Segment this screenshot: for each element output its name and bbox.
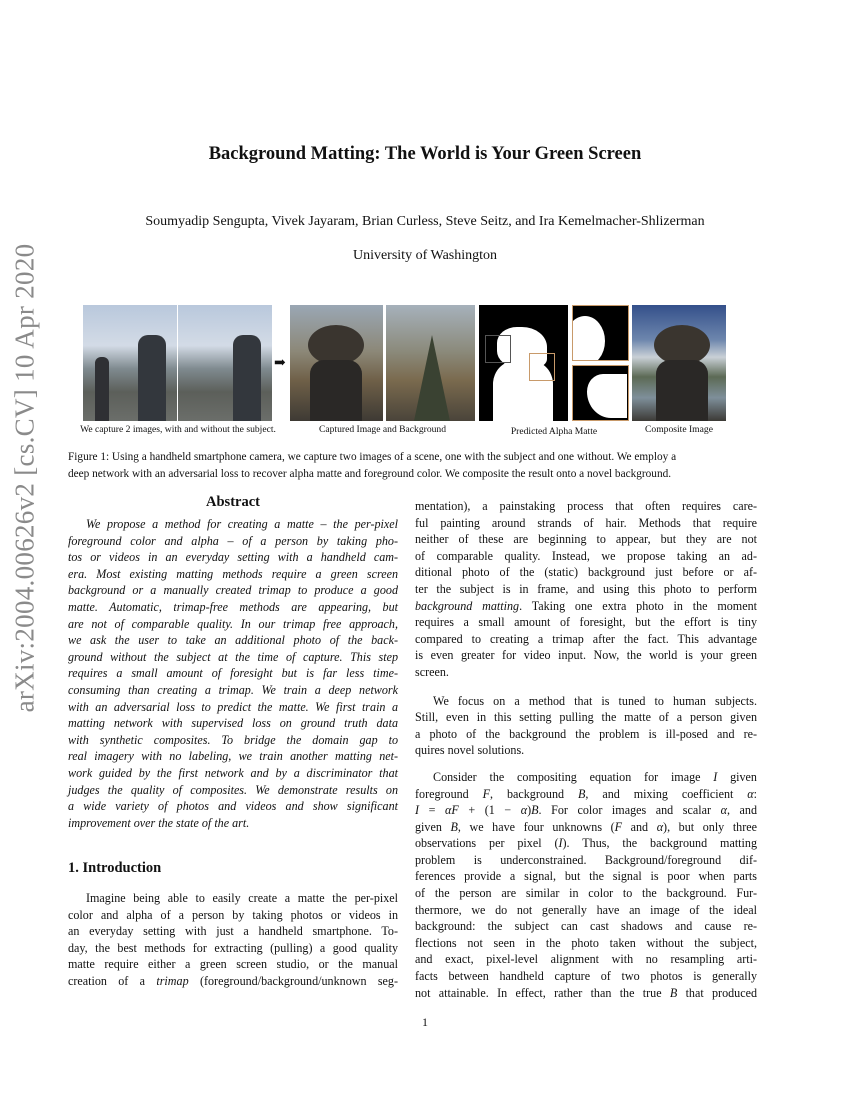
text-line: background or a manually created trimap to produce a good	[68, 583, 398, 598]
text-line: quires novel solutions.	[415, 743, 525, 758]
text-line: ter the subject is in frame, and using this photo to perform	[415, 581, 757, 596]
text-line: Imagine being able to easily create a matte the per-pixel	[86, 891, 398, 905]
author-list: Soumyadip Sengupta, Vivek Jayaram, Brian Curless, Steve Seitz, and Ira Kemelmacher-Shlizerman	[145, 214, 705, 229]
text-line: of comparable quality. Instead, we propose taking an ad-	[415, 548, 757, 563]
text-line: problem is underconstrained. Background/foreground dif-	[415, 852, 757, 867]
text-line: thermore, we do not generally have an image of the ideal	[415, 902, 757, 917]
predicted-alpha-matte	[479, 305, 568, 421]
captured-background-photo	[386, 305, 475, 421]
page-number: 1	[422, 1015, 428, 1029]
figure-caption	[68, 449, 758, 483]
text-line: screen.	[415, 664, 449, 679]
captured-image-photo	[290, 305, 383, 421]
text-line: matte require either a green screen studio, or the manual	[68, 957, 398, 972]
text-line: We propose a method for creating a matte – the per-pixel	[86, 517, 398, 531]
text-line: Still, even in this setting pulling the matte of a person given	[415, 710, 757, 725]
text-line: and exact, pixel-level alignment with no resampling arti-	[415, 952, 757, 967]
text-line: requires a small amount of foresight, but the effort is tiny	[415, 615, 757, 630]
text-line: tos or videos in an everyday setting with a handheld cam-	[68, 550, 398, 565]
text-line: mentation), a painstaking process that often requires care-	[415, 499, 757, 513]
figure-caption-line: deep network with an adversarial loss to recover alpha matte and foreground color. We composite the result onto a novel background.	[68, 468, 672, 480]
text-line: work guided by the first network and by a discriminator that	[68, 765, 398, 780]
text-line: compared to creating a trimap after the fact. This advantage	[415, 631, 757, 646]
capture-without-subject-photo	[178, 305, 272, 421]
text-line: foreground F, background B, and mixing coefficient α:	[415, 786, 758, 801]
text-line: ground without the subject at the time of capture. This step	[68, 649, 398, 664]
text-line: we ask the user to take an additional photo of the back-	[68, 633, 398, 648]
text-line: matting network with supervised loss on ground truth data	[68, 716, 398, 731]
text-line: of the person are similar in color to the background. Fur-	[415, 886, 757, 901]
text-line: creation of a trimap (foreground/background/unknown seg-	[68, 973, 398, 988]
text-line: are not of comparable quality. In our trimap free approach,	[68, 616, 398, 631]
text-line: background matting. Taking one extra photo in the moment	[415, 598, 757, 613]
text-line: I = αF + (1 − α)B. For color images and scalar α, and	[415, 803, 757, 818]
text-line: ditional photo of the (static) background just before or af-	[415, 565, 757, 580]
text-line: improvement over the state of the art.	[68, 815, 250, 830]
text-line: consuming than creating a trimap. We train a deep network	[68, 682, 398, 697]
text-line: facts between handheld capture of two photos is generally	[415, 969, 757, 984]
matte-detail-top	[572, 305, 629, 361]
introduction-section	[68, 860, 398, 990]
text-line: neither of these are beginning to appear, but they are not	[415, 532, 757, 547]
text-line: observations per pixel (I). Thus, the background matting	[415, 836, 758, 851]
right-column	[415, 498, 757, 1001]
text-line: ful painting around strands of hair. Methods that require	[415, 515, 757, 530]
arrow-icon: ➡	[274, 356, 286, 371]
text-line: with an adversarial loss to predict the matte. We first train a	[68, 699, 398, 714]
text-line: given B, we have four unknowns (F and α), but only three	[415, 819, 757, 834]
figure-caption-line: Figure 1: Using a handheld smartphone camera, we capture two images of a scene, one with the subject and one without. We employ a	[68, 451, 677, 463]
introduction-paragraph	[415, 693, 757, 759]
text-line: Consider the compositing equation for image I given	[433, 769, 757, 784]
text-line: We focus on a method that is tuned to human subjects.	[433, 693, 757, 708]
text-line: a photo of the background the problem is ill-posed and re-	[415, 726, 757, 741]
capture-with-subject-photo	[83, 305, 177, 421]
left-column	[68, 494, 398, 831]
text-line: background: the subject can cast shadows and cause re-	[415, 919, 757, 934]
text-line: day, the best methods for extracting (pulling) a good quality	[68, 940, 398, 955]
composite-image-photo	[632, 305, 726, 421]
paper-title: Background Matting: The World is Your Green Screen	[208, 144, 642, 164]
text-line: era. Most existing matting methods require a green screen	[68, 566, 398, 581]
arxiv-identifier: arXiv:2004.00626v2 [cs.CV] 10 Apr 2020	[9, 243, 40, 713]
text-line: not attainable. In effect, rather than the true B that produced	[415, 985, 757, 1000]
text-line: flections not seen in the photo taken without the subject,	[415, 935, 757, 950]
text-line: color and alpha of a person by taking photos or videos in	[68, 907, 398, 922]
subcaption-composite: Composite Image	[645, 424, 713, 435]
text-line: judges the quality of composites. We demonstrate results on	[68, 782, 398, 797]
text-line: ferences provide a signal, but the signal is poor when parts	[415, 869, 757, 884]
matte-detail-bottom	[572, 365, 629, 421]
abstract-body	[68, 516, 398, 831]
abstract-heading: Abstract	[206, 494, 260, 510]
subcaption-matte: Predicted Alpha Matte	[510, 426, 598, 437]
text-line: with synthetic composites. To bridge the domain gap to	[68, 732, 398, 747]
text-line: foreground color and alpha – of a person by taking pho-	[68, 533, 398, 548]
text-line: requires a small amount of foresight but is far less time-	[68, 666, 398, 681]
text-line: matte. Automatic, trimap-free methods are appearing, but	[68, 599, 398, 614]
subcaption-capture: We capture 2 images, with and without the subject.	[80, 424, 276, 435]
text-line: an everyday setting with just a handheld smartphone. To-	[68, 924, 398, 939]
text-line: a wide variety of photos and videos and show significant	[68, 799, 398, 814]
affiliation: University of Washington	[352, 248, 498, 263]
introduction-paragraph	[415, 498, 757, 681]
text-line: is even greater for video input. Now, the world is your green	[415, 648, 757, 663]
subcaption-captured: Captured Image and Background	[318, 424, 447, 435]
introduction-paragraph	[415, 769, 757, 1001]
introduction-paragraph	[68, 890, 398, 990]
text-line: real imagery with no labeling, we train another matting net-	[68, 749, 398, 764]
introduction-heading: 1. Introduction	[68, 860, 162, 876]
